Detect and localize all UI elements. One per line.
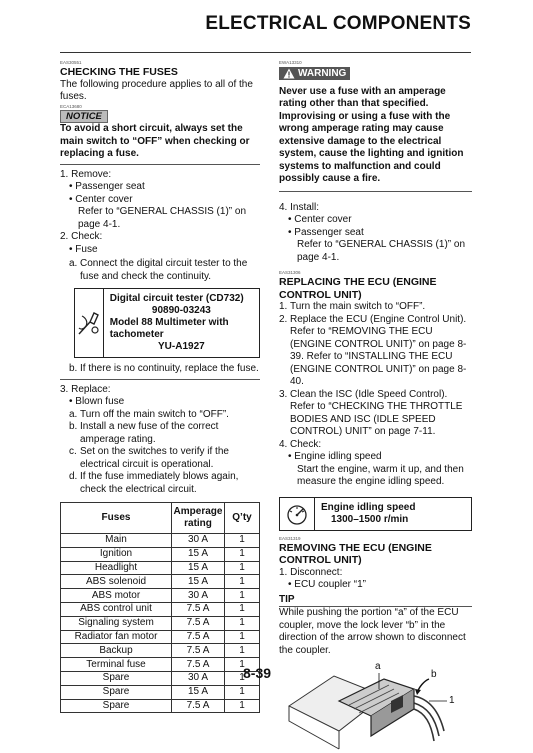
substep-text: Install a new fuse of the correct amperage rating. <box>80 421 219 445</box>
ecu-step-3 <box>279 389 472 439</box>
tool-part-number: 90890-03243 <box>151 305 211 316</box>
step-4-item: • Passenger seat <box>288 226 364 238</box>
fuse-name-cell: Spare <box>61 685 172 699</box>
fuse-name-cell: Headlight <box>61 561 172 575</box>
step-marker: 1. <box>279 301 288 312</box>
fuse-name-cell: Radiator fan motor <box>61 630 172 644</box>
fuse-amperage-cell: 7.5 A <box>172 630 225 644</box>
fuse-name-cell: Backup <box>61 644 172 658</box>
warning-label: WARNING <box>298 68 347 79</box>
fuse-name-cell: Spare <box>61 671 172 685</box>
fuse-table-header: Fuses <box>61 503 172 534</box>
substep-text: Connect the digital circuit tester to the fuse and check the continuity. <box>80 258 248 282</box>
page-number: 8-39 <box>243 665 272 681</box>
fuse-name-cell: Ignition <box>61 547 172 561</box>
step-3d <box>60 471 260 496</box>
ecu-step-2 <box>279 314 472 389</box>
section-title-removing-ecu: REMOVING THE ECU (ENGINE CONTROL UNIT) <box>279 541 432 566</box>
step-text: Replace the ECU (Engine Control Unit). Refer to “REMOVING THE ECU (ENGINE CONTROL UNIT)” on page 8-39. Refer to “INSTALLING THE ECU (ENGINE CONTROL UNIT)” on page 8-40. <box>290 313 467 387</box>
tool-name: Digital circuit tester (CD732) <box>109 293 244 304</box>
spec-name: Engine idling speed <box>321 501 416 513</box>
step-3a <box>60 409 260 422</box>
fuse-name-cell: ABS solenoid <box>61 575 172 589</box>
fuse-amperage-cell: 7.5 A <box>172 616 225 630</box>
fuse-table-row <box>61 658 260 672</box>
step-3-item: • Blown fuse <box>69 396 125 407</box>
step-1-ref: Refer to “GENERAL CHASSIS (1)” on page 4-1. <box>78 206 247 230</box>
substep-marker: d. <box>69 471 78 482</box>
tip-label: TIP <box>279 594 472 608</box>
step-1-item: • Center cover <box>69 193 133 205</box>
ecu-step-4-item: • Engine idling speed <box>288 451 382 462</box>
fuse-table-row <box>61 602 260 616</box>
fuse-name-cell: Terminal fuse <box>61 658 172 672</box>
step-1: 1. Remove: <box>60 168 112 180</box>
step-2a <box>60 258 260 283</box>
gauge-icon <box>280 498 315 530</box>
notice-badge: NOTICE <box>60 110 108 123</box>
header-rule <box>60 52 471 53</box>
fuse-amperage-cell: 7.5 A <box>172 699 225 713</box>
step-1-item: • Passenger seat <box>69 181 145 192</box>
tool-name-alt: Model 88 Multimeter with tachometer <box>109 317 229 340</box>
section-code: EAS30551 <box>60 60 82 65</box>
fuse-table-row <box>61 561 260 575</box>
substep-marker: b. <box>69 363 78 374</box>
fuse-qty-cell: 1 <box>225 699 260 713</box>
fuse-table-header: Amperage rating <box>172 503 225 534</box>
fuse-qty-cell: 1 <box>225 561 260 575</box>
fuse-amperage-cell: 30 A <box>172 589 225 603</box>
step-4-item: • Center cover <box>288 214 352 225</box>
figure-label-b: b <box>431 669 437 680</box>
fuse-table <box>60 502 260 713</box>
step-2b <box>60 363 260 376</box>
fuse-table-row <box>61 589 260 603</box>
fuse-amperage-cell: 15 A <box>172 685 225 699</box>
substep-marker: a. <box>69 258 78 269</box>
left-column <box>60 60 260 713</box>
step-marker: 3. <box>279 388 288 400</box>
fuse-table-row <box>61 547 260 561</box>
step-3b <box>60 421 260 446</box>
fuse-amperage-cell: 7.5 A <box>172 602 225 616</box>
fuse-qty-cell: 1 <box>225 685 260 699</box>
fuse-qty-cell: 1 <box>225 671 260 685</box>
figure-label-a: a <box>375 661 381 672</box>
step-text: Turn the main switch to “OFF”. <box>290 301 426 312</box>
fuse-name-cell: Main <box>61 534 172 548</box>
ecu-step-4 <box>279 439 472 452</box>
substep-text: If there is no continuity, replace the fuse. <box>80 363 259 374</box>
divider <box>60 379 260 380</box>
divider <box>60 164 260 165</box>
spec-box <box>279 497 472 531</box>
tool-spec-box <box>74 288 260 358</box>
fuse-qty-cell: 1 <box>225 644 260 658</box>
fuse-amperage-cell: 15 A <box>172 561 225 575</box>
ecu-coupler-figure <box>279 661 472 753</box>
fuse-name-cell: Signaling system <box>61 616 172 630</box>
ecu-step-4-detail: Start the engine, warm it up, and then measure the engine idling speed. <box>297 463 464 487</box>
fuse-table-row <box>61 671 260 685</box>
fuse-amperage-cell: 7.5 A <box>172 644 225 658</box>
fuse-qty-cell: 1 <box>225 575 260 589</box>
right-column <box>279 60 472 753</box>
ecu-coupler-illustration <box>279 661 472 753</box>
fuse-name-cell: Spare <box>61 699 172 713</box>
fuse-table-row <box>61 644 260 658</box>
step-text: Check: <box>290 438 322 450</box>
step-2-item: • Fuse <box>69 243 98 255</box>
substep-marker: c. <box>69 446 77 457</box>
tip-text: While pushing the portion “a” of the ECU coupler, move the lock lever “b” in the direction of the arrow shown to disconnect the coupler. <box>279 607 466 656</box>
section-code: EAS31306 <box>279 270 301 275</box>
multimeter-tool-icon <box>75 289 104 357</box>
removal-step-1-item: • ECU coupler “1” <box>288 579 366 590</box>
fuse-qty-cell: 1 <box>225 547 260 561</box>
fuse-qty-cell: 1 <box>225 630 260 644</box>
fuse-qty-cell: 1 <box>225 658 260 672</box>
fuse-amperage-cell: 30 A <box>172 671 225 685</box>
fuse-amperage-cell: 15 A <box>172 547 225 561</box>
substep-marker: a. <box>69 408 78 420</box>
fuse-amperage-cell: 15 A <box>172 575 225 589</box>
warning-text: Never use a fuse with an amperage rating other than that specified. Improvising or using a fuse with the wrong amperage rating may cause extensive damage to the electrical system, cause the lighting and ignition systems to malfunction and could possibly cause a fire. <box>279 85 464 184</box>
tool-part-number-alt: YU-A1927 <box>158 341 205 352</box>
warning-triangle-icon <box>283 68 295 79</box>
fuse-table-row <box>61 630 260 644</box>
fuse-table-row <box>61 616 260 630</box>
figure-label-1: 1 <box>449 695 455 706</box>
warning-code: EWA13310 <box>279 60 302 65</box>
fuse-table-header: Q’ty <box>225 503 260 534</box>
fuse-qty-cell: 1 <box>225 534 260 548</box>
step-marker: 4. <box>279 438 288 450</box>
fuse-table-row <box>61 699 260 713</box>
fuse-name-cell: ABS control unit <box>61 602 172 616</box>
step-2: 2. Check: <box>60 231 103 242</box>
fuse-name-cell: ABS motor <box>61 589 172 603</box>
notice-code: ECA13680 <box>60 103 82 109</box>
section-code: EAS31319 <box>279 535 301 541</box>
step-3: 3. Replace: <box>60 383 111 395</box>
spec-value: 1300–1500 r/min <box>331 513 409 525</box>
page-header-title: ELECTRICAL COMPONENTS <box>205 13 471 34</box>
substep-text: Turn off the main switch to “OFF”. <box>80 408 229 420</box>
notice-text: To avoid a short circuit, always set the main switch to “OFF” when checking or replacing a fuse. <box>60 123 250 159</box>
fuse-table-row <box>61 685 260 699</box>
fuse-qty-cell: 1 <box>225 602 260 616</box>
fuse-qty-cell: 1 <box>225 589 260 603</box>
step-4-ref: Refer to “GENERAL CHASSIS (1)” on page 4-1. <box>297 239 466 263</box>
fuse-amperage-cell: 30 A <box>172 534 225 548</box>
fuse-table-row <box>61 575 260 589</box>
step-text: Clean the ISC (Idle Speed Control). Refer to “CHECKING THE THROTTLE BODIES AND ISC (IDLE SPEED CONTROL) UNIT” on page 7-11. <box>290 388 463 437</box>
step-3c <box>60 446 260 471</box>
step-4: 4. Install: <box>279 201 320 213</box>
step-marker: 2. <box>279 313 288 325</box>
fuse-amperage-cell: 7.5 A <box>172 658 225 672</box>
fuse-qty-cell: 1 <box>225 616 260 630</box>
ecu-step-1 <box>279 301 472 314</box>
intro-text: The following procedure applies to all of the fuses. <box>60 78 253 102</box>
section-title-replacing-ecu: REPLACING THE ECU (ENGINE CONTROL UNIT) <box>279 276 437 301</box>
section-title-checking-fuses: CHECKING THE FUSES <box>60 66 178 78</box>
substep-marker: b. <box>69 421 78 432</box>
substep-text: Set on the switches to verify if the electrical circuit is operational. <box>80 446 229 470</box>
divider <box>279 191 472 192</box>
fuse-table-row <box>61 534 260 548</box>
removal-step-1: 1. Disconnect: <box>279 566 343 578</box>
warning-badge <box>279 67 350 80</box>
substep-text: If the fuse immediately blows again, check the electrical circuit. <box>80 471 239 495</box>
